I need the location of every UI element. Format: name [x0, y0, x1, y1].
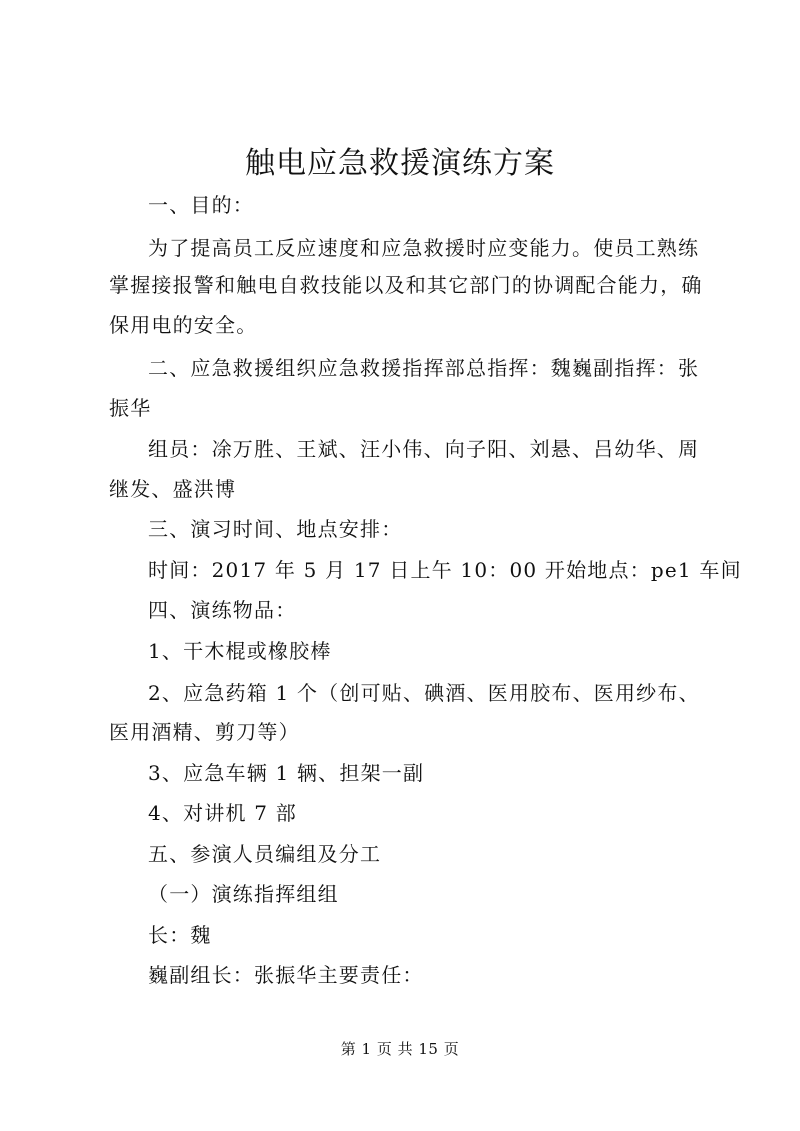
section-heading-items: 四、演练物品： [148, 598, 297, 622]
paragraph-line: 巍副组长：张振华主要责任： [148, 963, 424, 987]
page-footer: 第 1 页 共 15 页 [340, 1040, 460, 1058]
section-heading-personnel: 五、参演人员编组及分工 [148, 842, 382, 866]
section-heading-schedule: 三、演习时间、地点安排： [148, 517, 403, 541]
document-title: 触电应急救援演练方案 [245, 146, 555, 181]
list-item: 3、应急车辆 1 辆、担架一副 [148, 761, 425, 785]
sub-heading: （一）演练指挥组组 [148, 882, 339, 906]
paragraph-line: 继发、盛洪博 [109, 477, 237, 501]
paragraph-line: 长：魏 [148, 923, 212, 947]
paragraph-line: 振华 [109, 396, 152, 420]
list-item: 2、应急药箱 1 个（创可贴、碘酒、医用胶布、医用纱布、 [148, 681, 700, 705]
list-item: 1、干木棍或橡胶棒 [148, 639, 332, 663]
paragraph-line: 掌握接报警和触电自救技能以及和其它部门的协调配合能力，确 [109, 273, 703, 297]
list-item: 4、对讲机 7 部 [148, 801, 297, 825]
paragraph-line: 组员：凃万胜、王斌、汪小伟、向子阳、刘悬、吕幼华、周 [148, 437, 700, 461]
paragraph-line: 时间：2017 年 5 月 17 日上午 10：00 开始地点：pe1 车间 [148, 558, 742, 582]
paragraph-line: 为了提高员工反应速度和应急救援时应变能力。使员工熟练 [148, 236, 700, 260]
section-heading-organization: 二、应急救援组织应急救援指挥部总指挥：魏巍副指挥：张 [148, 356, 700, 380]
section-heading-purpose: 一、目的： [148, 193, 254, 217]
paragraph-line: 保用电的安全。 [109, 313, 258, 337]
paragraph-line: 医用酒精、剪刀等） [109, 720, 300, 744]
